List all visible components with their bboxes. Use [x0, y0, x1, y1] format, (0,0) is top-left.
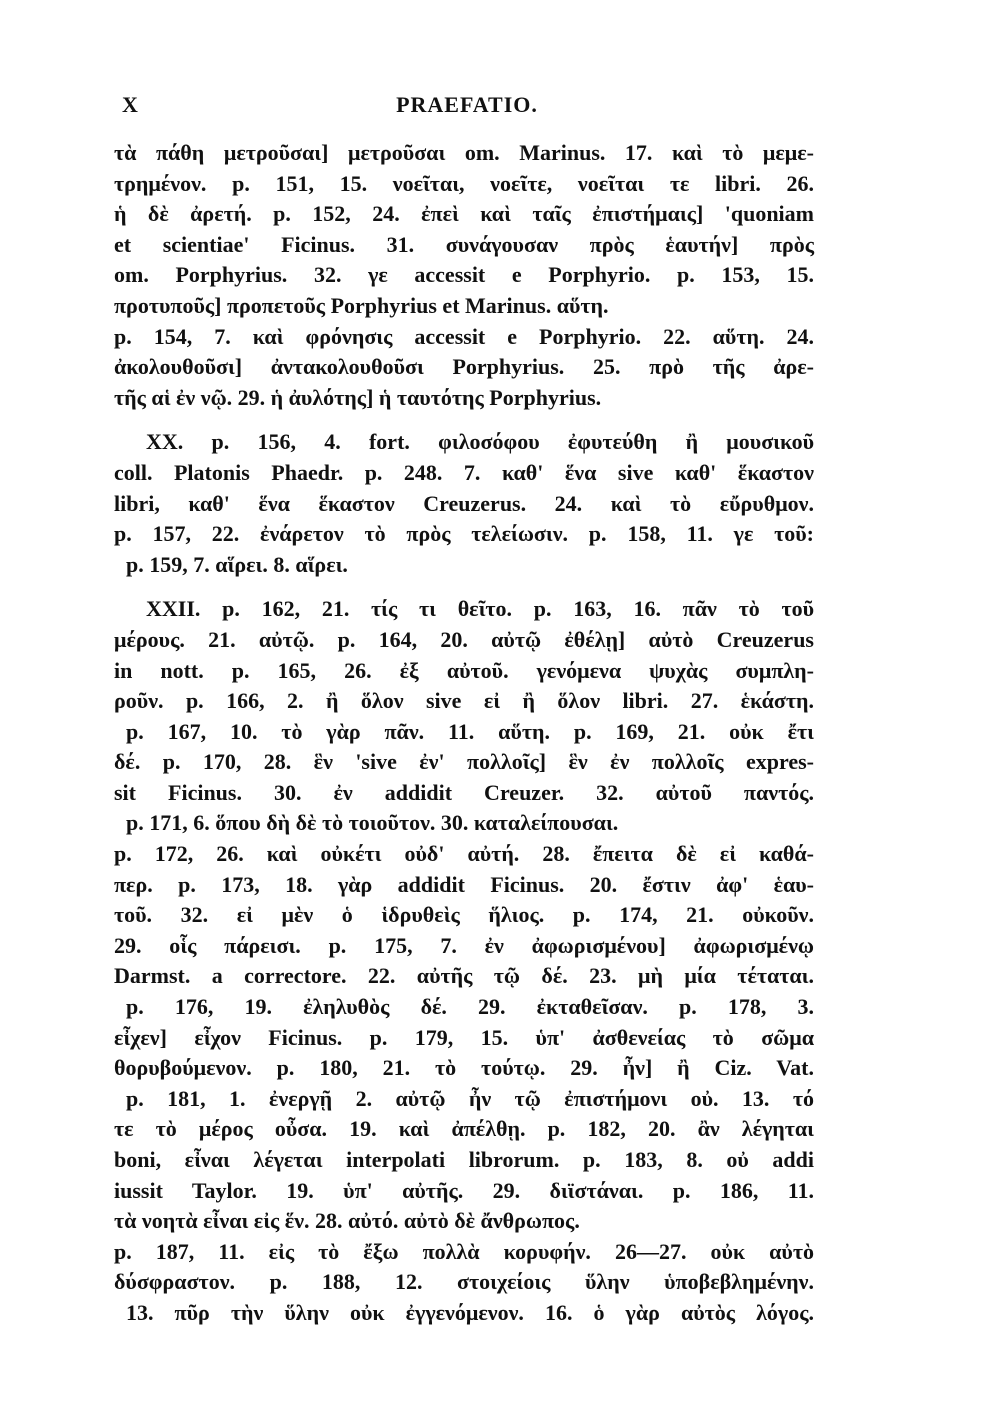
text-line: τε τὸ μέρος οὖσα. 19. καὶ ἀπέλθῃ. p. 182, 20. ἂν λέγηται — [114, 1116, 814, 1142]
text-line: p. 172, 26. καὶ οὐκέτι οὐδ' αὐτή. 28. ἔπειτα δὲ εἰ καθά- — [114, 841, 814, 867]
text-line: p. 157, 22. ἐνάρετον τὸ πρὸς τελείωσιν. p. 158, 11. γε τοῦ: — [114, 521, 814, 547]
text-line: iussit Taylor. 19. ὑπ' αὐτῆς. 29. διϊστάναι. p. 186, 11. — [114, 1177, 814, 1203]
text-line: τὰ πάθη μετροῦσαι] μετροῦσαι om. Marinus. 17. καὶ τὸ μεμε- — [114, 140, 814, 165]
text-line: 13. πῦρ τὴν ὕλην οὐκ ἐγγενόμενον. 16. ὁ γὰρ αὐτὸς λόγος. — [126, 1299, 814, 1325]
page-number: X — [122, 92, 138, 117]
text-line: in nott. p. 165, 26. ἐξ αὐτοῦ. γενόμενα ψυχὰς συμπλη- — [114, 657, 814, 683]
text-line: p. 181, 1. ἐνεργῇ 2. αὐτῷ ἦν τῷ ἐπιστήμονι οὐ. 13. τό — [126, 1085, 814, 1111]
text-line: τοῦ. 32. εἰ μὲν ὁ ἱδρυθεὶς ἥλιος. p. 174, 21. οὐκοῦν. — [114, 902, 814, 928]
text-line: εἶχεν] εἶχον Ficinus. p. 179, 15. ὑπ' ἀσθενείας τὸ σῶμα — [114, 1024, 814, 1050]
page-body — [114, 138, 814, 1329]
text-line: p. 176, 19. ἐληλυθὸς δέ. 29. ἐκταθεῖσαν. p. 178, 3. — [126, 994, 814, 1020]
paragraph — [114, 427, 814, 580]
text-line: μέρους. 21. αὐτῷ. p. 164, 20. αὐτῷ ἐθέλῃ] αὐτὸ Creuzerus — [114, 626, 814, 652]
text-line: p. 167, 10. τὸ γὰρ πᾶν. 11. αὕτη. p. 169, 21. οὐκ ἔτι — [126, 718, 814, 744]
text-line: sit Ficinus. 30. ἐν addidit Creuzer. 32. αὐτοῦ παντός. — [114, 779, 814, 805]
text-line: 29. οἷς πάρεισι. p. 175, 7. ἐν ἀφωρισμένου] ἀφωρισμένῳ — [114, 932, 814, 958]
text-line: libri, καθ' ἕνα ἕκαστον Creuzerus. 24. καὶ τὸ εὔρυθμον. — [114, 490, 814, 516]
text-line: p. 159, 7. αἵρει. 8. αἵρει. — [126, 551, 348, 577]
text-line: ροῦν. p. 166, 2. ἢ ὅλον sive εἰ ἢ ὅλον libri. 27. ἑκάστη. — [114, 688, 814, 714]
text-line: ἀκολουθοῦσι] ἀντακολουθοῦσι Porphyrius. 25. πρὸ τῆς ἀρε- — [114, 354, 814, 380]
paragraph — [114, 594, 814, 1328]
text-line: boni, εἶναι λέγεται interpolati librorum. p. 183, 8. οὐ addi — [114, 1147, 814, 1172]
text-line: δέ. p. 170, 28. ἓν 'sive ἐν' πολλοῖς] ἓν ἐν πολλοῖς expres- — [114, 749, 814, 775]
text-line: Darmst. a correctore. 22. αὐτῆς τῷ δέ. 23. μὴ μία τέταται. — [114, 963, 814, 989]
text-line: θορυβούμενον. p. 180, 21. τὸ τούτῳ. 29. ἦν] ἢ Ciz. Vat. — [114, 1055, 814, 1081]
page-header — [122, 92, 812, 122]
text-line: δύσφραστον. p. 188, 12. στοιχείοις ὕλην ὑποβεβλημένην. — [114, 1269, 814, 1295]
text-line: coll. Platonis Phaedr. p. 248. 7. καθ' ἕνα sive καθ' ἕκαστον — [114, 459, 814, 485]
text-line: et scientiae' Ficinus. 31. συνάγουσαν πρὸς ἑαυτήν] πρὸς — [114, 231, 814, 257]
text-line: τῆς αἱ ἐν νῷ. 29. ἡ ἀυλότης] ἡ ταυτότης Porphyrius. — [114, 384, 602, 410]
text-line: om. Porphyrius. 32. γε accessit e Porphyrio. p. 153, 15. — [114, 262, 814, 288]
text-line: p. 187, 11. εἰς τὸ ἔξω πολλὰ κορυφήν. 26—27. οὐκ αὐτὸ — [114, 1238, 814, 1264]
text-line: p. 171, 6. ὅπου δὴ δὲ τὸ τοιοῦτον. 30. καταλείπουσαι. — [126, 810, 619, 836]
paragraph — [114, 138, 814, 413]
text-line: p. 154, 7. καὶ φρόνησις accessit e Porphyrio. 22. αὕτη. 24. — [114, 323, 814, 349]
text-line: τὰ νοητὰ εἶναι εἰς ἕν. 28. αὐτό. αὐτὸ δὲ ἄνθρωπος. — [114, 1208, 580, 1234]
text-line: XXII. p. 162, 21. τίς τι θεῖτο. p. 163, 16. πᾶν τὸ τοῦ — [146, 596, 814, 622]
text-line: ἡ δὲ ἀρετή. p. 152, 24. ἐπεὶ καὶ ταῖς ἐπιστήμαις] 'quoniam — [114, 201, 814, 227]
text-line: τρημένον. p. 151, 15. νοεῖται, νοεῖτε, νοεῖται τε libri. 26. — [114, 170, 814, 196]
text-line: περ. p. 173, 18. γὰρ addidit Ficinus. 20. ἔστιν ἀφ' ἑαυ- — [114, 871, 814, 897]
text-line: XX. p. 156, 4. fort. φιλοσόφου ἐφυτεύθη ἢ μουσικοῦ — [146, 429, 814, 455]
running-title: PRAEFATIO. — [396, 92, 538, 117]
text-line: προτυποῦς] προπετοῦς Porphyrius et Marinus. αὕτη. — [114, 292, 609, 318]
